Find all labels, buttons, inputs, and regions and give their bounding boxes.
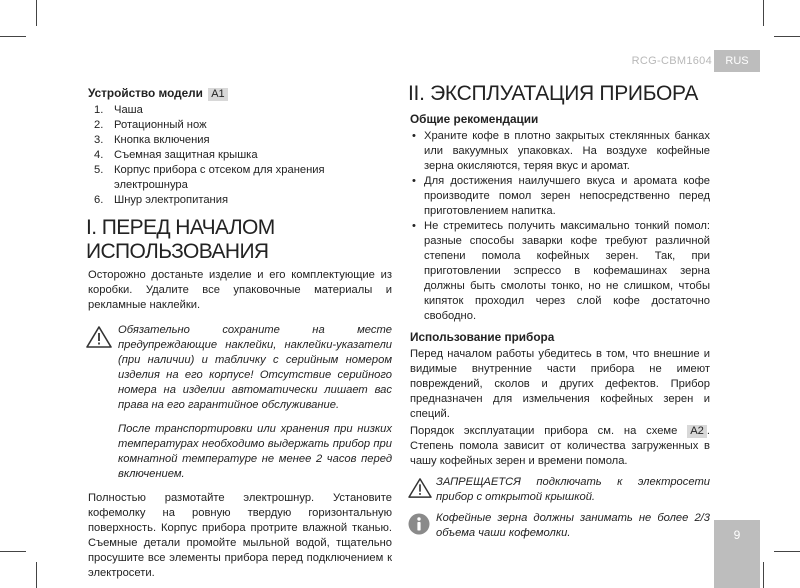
warning-icon <box>408 477 432 504</box>
setup-paragraph: Полностью размотайте электрошнур. Установите кофемолку на ровную твердую горизонтальную поверхность. Корпус прибора протрите влажной тканью. Съемные детали промойте мыльной водой, тщательно просушите все элементы прибора перед подключением к электросети. <box>88 492 392 579</box>
model-heading-text: Устройство модели <box>88 86 203 100</box>
parts-list <box>88 103 392 208</box>
usage-heading: Использование прибора <box>410 330 555 344</box>
crop-mark <box>36 0 37 26</box>
section-title: I. ПЕРЕД НАЧАЛОМ ИСПОЛЬЗОВАНИЯ <box>86 216 275 263</box>
right-column <box>408 82 710 541</box>
warning-text: Обязательно сохраните на месте предупреждающие наклейки, наклейки-указатели (при наличии) и табличку с серийным номером изделия на его корпусе! Отсутствие серийного номера на изделии автоматически лишает вас права на его гарантийное обслуживание. <box>118 324 392 411</box>
general-heading: Общие рекомендации <box>410 112 539 126</box>
warning-text: ЗАПРЕЩАЕТСЯ подключать к электросети прибор с открытой крышкой. <box>436 476 710 503</box>
list-item: 3. Кнопка включения <box>94 134 210 146</box>
info-note <box>410 511 710 541</box>
crop-mark <box>0 36 26 37</box>
list-item: • Для достижения наилучшего вкуса и аромата кофе производите помол зерен непосредственно перед приготовлением напитка. <box>410 174 710 219</box>
list-item: 6. Шнур электропитания <box>94 194 229 206</box>
crop-mark <box>774 36 800 37</box>
warning-note <box>410 475 710 505</box>
list-item: 2. Ротационный нож <box>94 119 207 131</box>
list-item: 4. Съемная защитная крышка <box>94 149 258 161</box>
warning-text: После транспортировки или хранения при низких температурах необходимо выдержать прибор при комнатной температуре не менее 2 часов перед включением. <box>118 423 392 480</box>
crop-mark <box>36 562 37 588</box>
warning-block <box>88 323 392 482</box>
page-number: 9 <box>733 528 741 542</box>
usage-paragraph: Порядок эксплуатации прибора см. на схеме A2 . Степень помола зависит от количества загруженных в чашу кофейных зерен и времени помола. <box>410 425 710 467</box>
crop-mark <box>774 551 800 552</box>
section-title: II. ЭКСПЛУАТАЦИЯ ПРИБОРА <box>408 82 699 105</box>
crop-mark <box>763 562 764 588</box>
intro-paragraph: Осторожно достаньте изделие и его комплектующие из коробки. Удалите все упаковочные материалы и рекламные наклейки. <box>88 269 392 311</box>
header-language-tab: RUS <box>714 50 760 72</box>
model-badge: A1 <box>208 88 227 101</box>
left-column <box>88 86 392 581</box>
info-icon <box>408 513 430 540</box>
recommendations-list <box>410 129 710 324</box>
list-item: 1. Чаша <box>94 104 143 116</box>
warning-icon <box>86 325 112 354</box>
scheme-badge: A2 <box>687 425 707 438</box>
list-item: 5. Корпус прибора с отсеком для хранения электрошнура <box>94 164 325 191</box>
header-model: RCG-CBM1604 <box>631 55 712 67</box>
crop-mark <box>763 0 764 26</box>
model-heading <box>88 86 392 101</box>
info-text: Кофейные зерна должны занимать не более 2/3 объема чаши кофемолки. <box>436 512 710 539</box>
list-item: • Не стремитесь получить максимально тонкий помол: разные способы заварки кофе требуют различной степени помола кофейных зерен. Так, при приготовлении эспрессо в кофемашинах зерна должны быть смолоты тонко, но не слишком, чтобы кипяток проходил через слой кофе достаточно свободно. <box>410 219 710 324</box>
crop-mark <box>0 551 26 552</box>
list-item: • Храните кофе в плотно закрытых стеклянных банках или вакуумных упаковках. На воздухе кофейные зерна окисляются, теряя вкус и аромат. <box>410 129 710 174</box>
usage-paragraph: Перед началом работы убедитесь в том, что внешние и видимые внутренние части прибора не имеют повреждений, сколов и других дефектов. Прибор предназначен для измельчения кофейных зерен и специй. <box>410 348 710 420</box>
